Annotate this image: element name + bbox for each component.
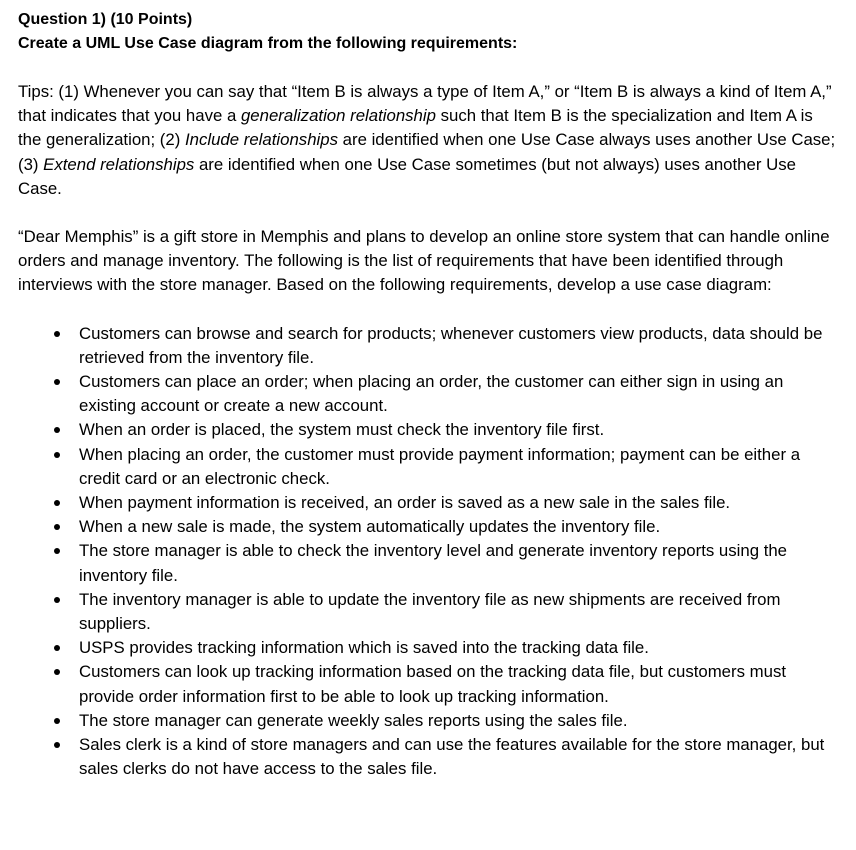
requirement-text: The inventory manager is able to update the inventory file as new shipments are received from suppliers. (79, 589, 781, 634)
bullet-icon (54, 742, 60, 748)
tips-generalization-term: generalization relationship (240, 106, 436, 126)
tips-extend-term: Extend relationships (43, 154, 195, 174)
intro-paragraph: “Dear Memphis” is a gift store in Memphis and plans to develop an online store system that can handle online orders and manage inventory. The following is the list of requirements that have been identified through interviews with the store manager. Based on the following requirements, develop a use case diagram: (18, 227, 830, 295)
tips-text-1: Tips: (1) Whenever you can say that “Item B is always a type of Item A,” or “Item B is always a kind of Item A,” that indicates that you have a (18, 82, 832, 126)
requirement-item (54, 418, 838, 442)
bullet-icon (54, 427, 60, 433)
tips-include-term: Include relationships (184, 130, 338, 150)
requirement-text: When an order is placed, the system must check the inventory file first. (79, 420, 605, 440)
requirement-item (54, 370, 838, 418)
bullet-icon (54, 645, 60, 651)
requirement-item (54, 515, 838, 539)
requirement-text: The store manager can generate weekly sales reports using the sales file. (79, 710, 628, 730)
requirement-text: Customers can look up tracking information based on the tracking data file, but customers must provide order information first to be able to look up tracking information. (79, 662, 787, 706)
requirement-item (54, 709, 838, 733)
requirement-item (54, 636, 838, 660)
bullet-icon (54, 452, 60, 458)
requirement-item (54, 733, 838, 781)
tips-text-4: are identified when one Use Case sometimes (but not always) uses another Use Case. (18, 154, 796, 198)
tips-text-2: such that Item B is the specialization and Item A is the generalization; (2) (18, 106, 813, 150)
requirement-item (54, 539, 838, 587)
requirement-text: Customers can place an order; when placing an order, the customer can either sign in using an existing account or create a new account. (79, 372, 784, 416)
tips-paragraph (18, 80, 838, 201)
requirement-text: When placing an order, the customer must provide payment information; payment can be either a credit card or an electronic check. (79, 444, 801, 488)
question-task: Create a UML Use Case diagram from the following requirements: (18, 35, 518, 52)
requirement-item (54, 660, 838, 708)
requirement-item (54, 491, 838, 515)
requirement-text: Sales clerk is a kind of store managers and can use the features available for the store manager, but sales clerks do not have access to the sales file. (79, 735, 825, 779)
bullet-icon (54, 331, 60, 337)
requirement-item (54, 588, 838, 636)
tips-text-3: are identified when one Use Case always uses another Use Case; (3) (18, 130, 836, 174)
requirement-item (54, 443, 838, 491)
requirement-item (54, 322, 838, 370)
bullet-icon (54, 718, 60, 724)
bullet-icon (54, 524, 60, 530)
requirement-text: Customers can browse and search for products; whenever customers view products, data should be retrieved from the inventory file. (79, 323, 823, 367)
requirement-text: The store manager is able to check the inventory level and generate inventory reports using the inventory file. (79, 541, 788, 585)
question-heading: Question 1) (10 Points) (18, 11, 193, 28)
requirement-text: USPS provides tracking information which is saved into the tracking data file. (79, 638, 649, 658)
requirements-list (18, 322, 838, 782)
requirement-text: When a new sale is made, the system automatically updates the inventory file. (79, 517, 661, 537)
bullet-icon (54, 548, 60, 554)
bullet-icon (54, 379, 60, 385)
bullet-icon (54, 669, 60, 675)
requirement-text: When payment information is received, an order is saved as a new sale in the sales file. (79, 493, 731, 513)
bullet-icon (54, 597, 60, 603)
bullet-icon (54, 500, 60, 506)
